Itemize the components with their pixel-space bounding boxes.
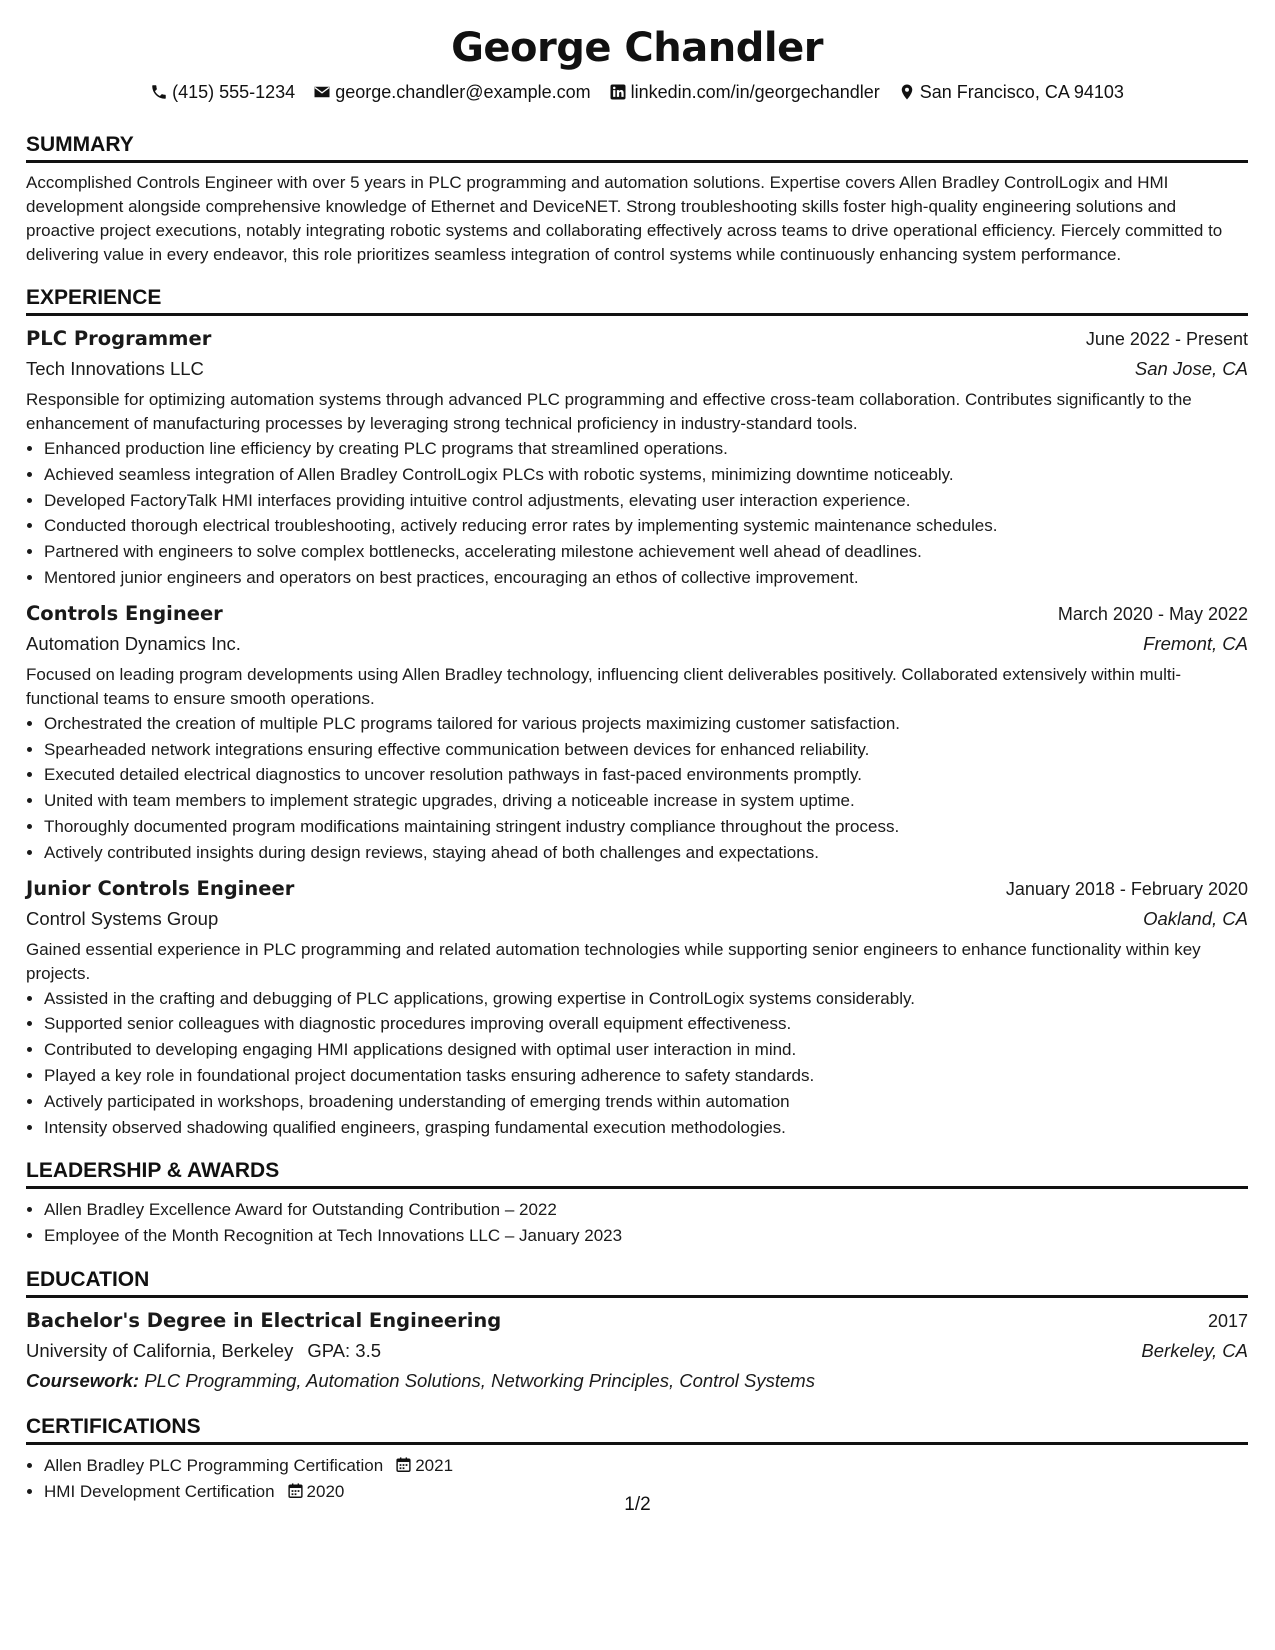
coursework-list: PLC Programming, Automation Solutions, Networking Principles, Control Systems <box>144 1369 815 1391</box>
job-entry <box>26 599 1248 866</box>
experience-section <box>26 285 1248 1140</box>
leadership-section <box>26 1158 1248 1249</box>
job-description: Responsible for optimizing automation systems through advanced PLC programming and effective cross-team collaboration. Contributes significantly to the enhancement of manufacturing processes by leveraging strong technical proficiency in industry-standard tools. <box>26 390 1192 433</box>
company-name: Control Systems Group <box>26 907 219 929</box>
job-bullet: • Thoroughly documented program modifications maintaining stringent industry compliance throughout the process. <box>44 814 1248 840</box>
certification-year: 2021 <box>415 1455 454 1475</box>
job-title: PLC Programmer <box>26 327 212 350</box>
school-line <box>26 1336 381 1366</box>
location-text: San Francisco, CA 94103 <box>919 82 1124 102</box>
job-location: Fremont, CA <box>1143 632 1248 654</box>
company-name: Tech Innovations LLC <box>26 358 204 379</box>
job-bullet: • United with team members to implement strategic upgrades, driving a noticeable increase in system uptime. <box>44 788 1248 814</box>
linkedin-link[interactable]: linkedin.com/in/georgechandler <box>630 82 880 102</box>
graduation-year: 2017 <box>1207 1310 1248 1331</box>
job-bullet: • Mentored junior engineers and operators on best practices, encouraging an ethos of collective improvement. <box>44 565 1248 591</box>
job-bullet: • Achieved seamless integration of Allen Bradley ControlLogix PLCs with robotic systems, minimizing downtime noticeably. <box>44 462 1248 488</box>
education-section <box>26 1267 1248 1396</box>
contact-bar <box>26 80 1248 104</box>
certifications-heading: CERTIFICATIONS <box>26 1414 1248 1445</box>
job-bullet: • Orchestrated the creation of multiple PLC programs tailored for various projects maximizing customer satisfaction. <box>44 711 1248 737</box>
certification-name: HMI Development Certification <box>44 1481 275 1501</box>
phone-text: (415) 555-1234 <box>172 82 296 102</box>
job-bullet: • Developed FactoryTalk HMI interfaces providing intuitive control adjustments, elevating user interaction experience. <box>44 488 1248 514</box>
job-description: Gained essential experience in PLC programming and related automation technologies while supporting senior engineers to enhance functionality within key projects. <box>26 939 1201 983</box>
phone-icon <box>150 83 168 101</box>
job-title: Junior Controls Engineer <box>26 876 295 900</box>
summary-section <box>26 132 1248 267</box>
candidate-name: George Chandler <box>451 25 823 71</box>
job-entry <box>26 874 1248 1141</box>
company-name: Automation Dynamics Inc. <box>26 632 241 654</box>
job-bullet: • Played a key role in foundational project documentation tasks ensuring adherence to safety standards. <box>44 1063 1248 1089</box>
job-bullet: • Partnered with engineers to solve complex bottlenecks, accelerating milestone achievement well ahead of deadlines. <box>44 539 1248 565</box>
coursework-label: Coursework: <box>26 1369 140 1391</box>
job-title: Controls Engineer <box>26 601 223 625</box>
job-bullet: • Enhanced production line efficiency by creating PLC programs that streamlined operations. <box>44 436 1248 462</box>
envelope-icon <box>313 83 331 101</box>
job-bullets <box>26 711 1248 866</box>
certification-item <box>44 1453 1248 1479</box>
contact-phone <box>150 80 295 104</box>
coursework-line <box>26 1366 1248 1396</box>
awards-list <box>26 1197 1248 1249</box>
linkedin-icon <box>609 83 627 101</box>
job-bullet: • Supported senior colleagues with diagnostic procedures improving overall equipment effectiveness. <box>44 1011 1248 1037</box>
job-bullet: • Actively contributed insights during design reviews, staying ahead of both challenges and expectations. <box>44 840 1248 866</box>
page-number: 1/2 <box>624 1494 651 1515</box>
calendar-icon <box>395 1456 412 1473</box>
leadership-heading: LEADERSHIP & AWARDS <box>26 1158 1248 1189</box>
gpa: GPA: 3.5 <box>307 1339 382 1361</box>
job-bullets <box>26 986 1248 1141</box>
job-bullets <box>26 436 1248 591</box>
job-bullet: • Assisted in the crafting and debugging of PLC applications, growing expertise in ControlLogix systems considerably. <box>44 986 1248 1012</box>
contact-location <box>898 80 1124 104</box>
contact-email[interactable] <box>313 80 590 104</box>
education-heading: EDUCATION <box>26 1267 1248 1298</box>
job-bullet: • Contributed to developing engaging HMI applications designed with optimal user interaction in mind. <box>44 1037 1248 1063</box>
job-bullet: • Executed detailed electrical diagnostics to uncover resolution pathways in fast-paced environments promptly. <box>44 762 1248 788</box>
map-pin-icon <box>898 83 916 101</box>
job-bullet: • Intensity observed shadowing qualified engineers, grasping fundamental execution methodologies. <box>44 1115 1248 1141</box>
school-location: Berkeley, CA <box>1141 1339 1248 1361</box>
experience-heading: EXPERIENCE <box>26 285 1248 316</box>
job-bullet: • Spearheaded network integrations ensuring effective communication between devices for enhanced reliability. <box>44 737 1248 763</box>
job-dates: January 2018 - February 2020 <box>1005 878 1248 899</box>
summary-heading: SUMMARY <box>26 132 1248 163</box>
award-item: • Employee of the Month Recognition at Tech Innovations LLC – January 2023 <box>44 1223 1248 1249</box>
job-location: San Jose, CA <box>1134 358 1248 379</box>
summary-text: Accomplished Controls Engineer with over 5 years in PLC programming and automation solutions. Expertise covers Allen Bradley ControlLogix and HMI development alongside comprehensive knowledge of Ethernet and DeviceNET. Strong troubleshooting skills foster high-quality engineering solutions and proactive project executions, notably integrating robotic systems and collaborating effectively across teams to drive operational efficiency. Fiercely committed to delivering value in every endeavor, this role prioritizes seamless integration of control systems while continuously enhancing system performance. <box>26 173 1223 264</box>
job-location: Oakland, CA <box>1143 907 1248 929</box>
email-link[interactable]: george.chandler@example.com <box>335 82 591 102</box>
job-bullet: • Conducted thorough electrical troubleshooting, actively reducing error rates by implementing systemic maintenance schedules. <box>44 513 1248 539</box>
contact-linkedin[interactable] <box>609 80 880 104</box>
certification-year: 2020 <box>306 1481 345 1501</box>
school-name: University of California, Berkeley <box>26 1339 294 1361</box>
job-dates: March 2020 - May 2022 <box>1057 603 1248 624</box>
job-description: Focused on leading program developments using Allen Bradley technology, influencing client deliverables positively. Collaborated extensively within multi-functional teams to ensure smooth operations. <box>26 664 1182 708</box>
certifications-section <box>26 1414 1248 1505</box>
resume-content <box>26 22 1248 1505</box>
award-item: • Allen Bradley Excellence Award for Outstanding Contribution – 2022 <box>44 1197 1248 1223</box>
job-dates: June 2022 - Present <box>1085 329 1248 349</box>
degree-title: Bachelor's Degree in Electrical Engineering <box>26 1308 502 1332</box>
job-bullet: • Actively participated in workshops, broadening understanding of emerging trends within automation <box>44 1089 1248 1115</box>
certification-name: Allen Bradley PLC Programming Certification <box>44 1455 384 1475</box>
job-entry <box>26 324 1248 591</box>
